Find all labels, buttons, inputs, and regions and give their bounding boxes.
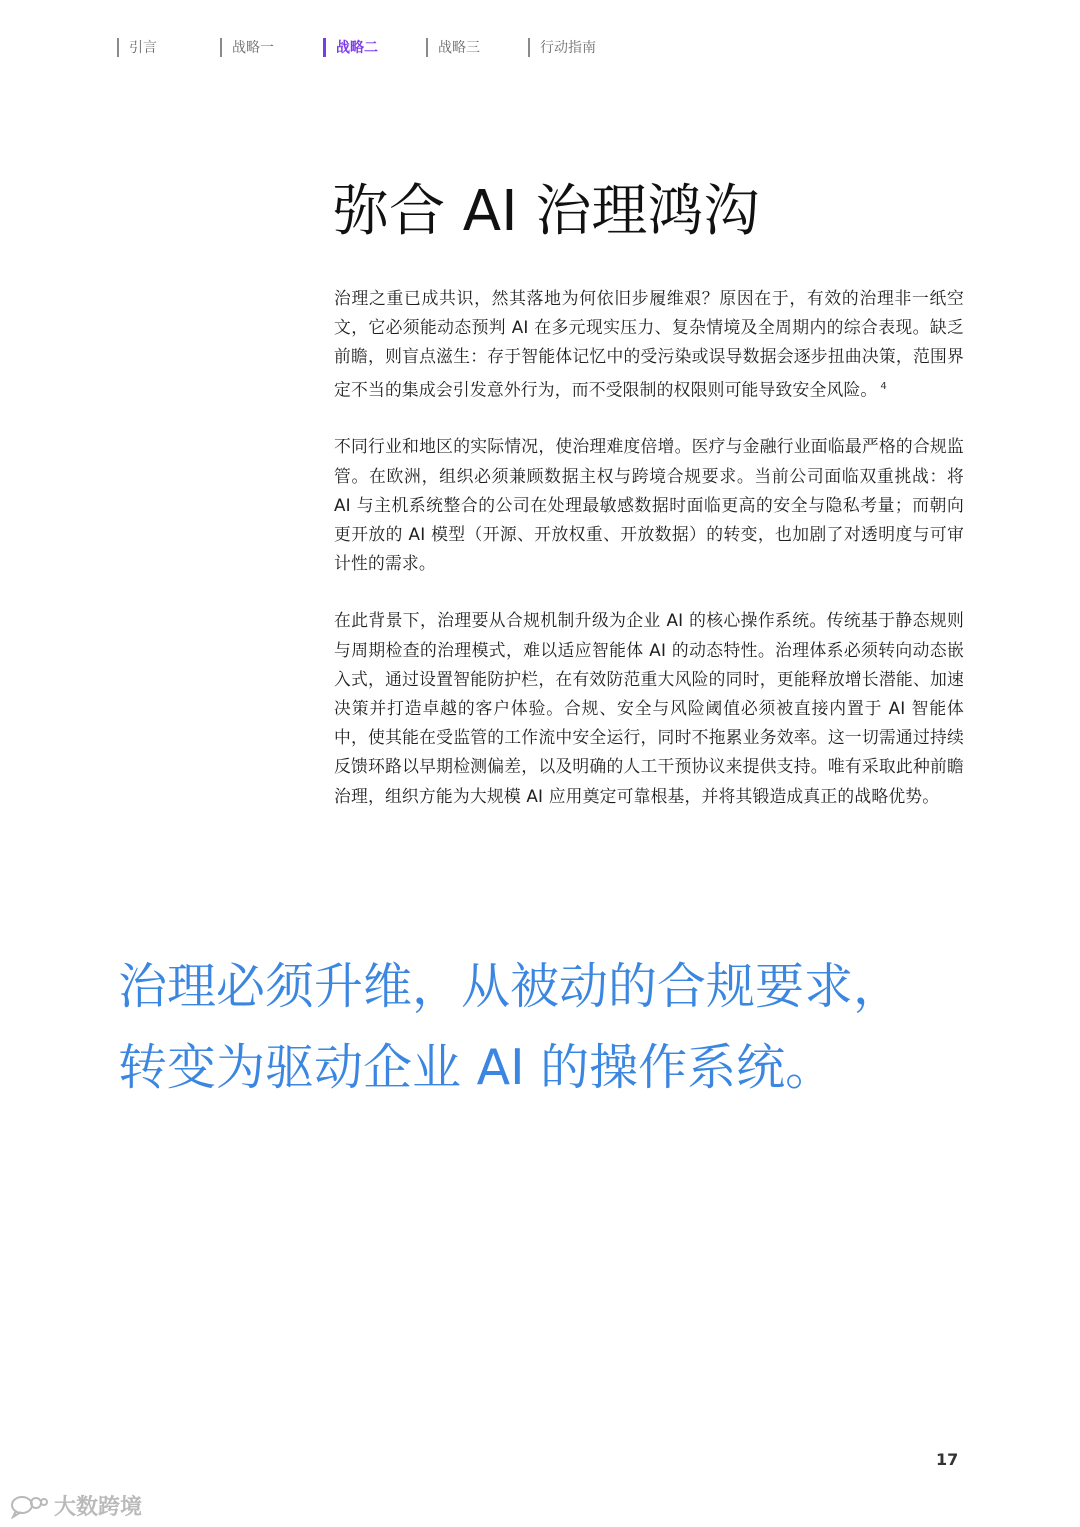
nav-item-action-guide[interactable]: [528, 36, 596, 58]
paragraph-2: 不同行业和地区的实际情况，使治理难度倍增。医疗与金融行业面临最严格的合规监管。在欧洲，组织必须兼顾数据主权与跨境合规要求。当前公司面临双重挑战：将 AI 与主机系统整合的公司在处理最敏感数据时面临更高的安全与隐私考量；而朝向更开放的 AI 模型（开源、开放权重、开放数据）的转变，也加剧了对透明度与可审计性的需求。: [334, 436, 964, 574]
nav-item-label: 引言: [129, 40, 157, 56]
pull-quote: [118, 946, 1018, 1108]
nav-active-indicator: [323, 38, 326, 57]
top-navigation: [0, 36, 1080, 60]
nav-item-intro[interactable]: [117, 36, 157, 58]
bubble-logo-icon: [10, 1493, 48, 1519]
pull-quote-line-1: 治理必须升维，从被动的合规要求，: [118, 958, 903, 1015]
page-number: 17: [936, 1450, 959, 1469]
footnote-reference[interactable]: 4: [880, 380, 887, 392]
paragraph-1: [334, 284, 964, 404]
nav-item-strategy-two[interactable]: [323, 36, 378, 58]
watermark: [10, 1490, 142, 1521]
watermark-text: 大数跨境: [54, 1495, 143, 1520]
body-text: [334, 284, 964, 839]
pull-quote-line-2: 转变为驱动企业 AI 的操作系统。: [118, 1039, 835, 1096]
nav-divider: [117, 38, 119, 57]
paragraph-1-text: 治理之重已成共识，然其落地为何依旧步履维艰？原因在于，有效的治理非一纸空文，它必须能动态预判 AI 在多元现实压力、复杂情境及全周期内的综合表现。缺乏前瞻，则盲点滋生：存于智能体记忆中的受污染或误导数据会逐步扭曲决策，范围界定不当的集成会引发意外行为，而不受限制的权限则可能导致安全风险。: [334, 288, 964, 400]
nav-divider: [528, 38, 530, 57]
nav-item-label: 战略二: [336, 40, 378, 56]
nav-divider: [220, 38, 222, 57]
nav-item-strategy-three[interactable]: [426, 36, 480, 58]
nav-divider: [426, 38, 428, 57]
page-title: 弥合 AI 治理鸿沟: [333, 179, 760, 244]
paragraph-3: 在此背景下，治理要从合规机制升级为企业 AI 的核心操作系统。传统基于静态规则与周期检查的治理模式，难以适应智能体 AI 的动态特性。治理体系必须转向动态嵌入式，通过设置智能防护栏，在有效防范重大风险的同时，更能释放增长潜能、加速决策并打造卓越的客户体验。合规、安全与风险阈值必须被直接内置于 AI 智能体中，使其能在受监管的工作流中安全运行，同时不拖累业务效率。这一切需通过持续反馈环路以早期检测偏差，以及明确的人工干预协议来提供支持。唯有采取此种前瞻治理，组织方能为大规模 AI 应用奠定可靠根基，并将其锻造成真正的战略优势。: [334, 610, 964, 806]
nav-item-label: 战略一: [232, 40, 274, 56]
nav-item-label: 行动指南: [540, 40, 596, 56]
nav-item-label: 战略三: [438, 40, 480, 56]
nav-item-strategy-one[interactable]: [220, 36, 274, 58]
